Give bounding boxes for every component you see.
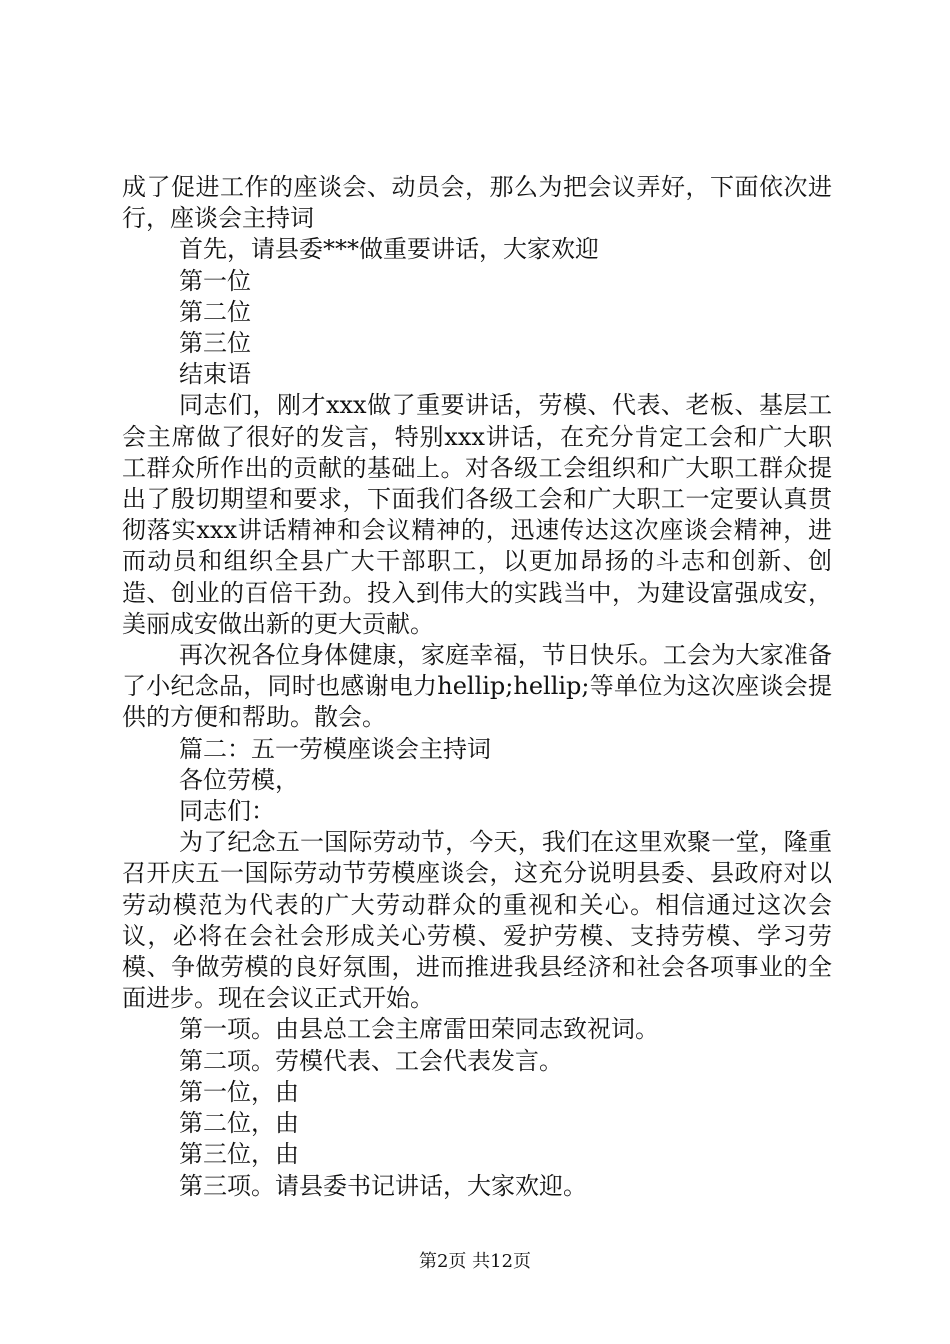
paragraph: 第二位，由 — [179, 1109, 299, 1138]
paragraph: 各位劳模， — [179, 765, 299, 794]
paragraph: 为了纪念五一国际劳动节，今天，我们在这里欢聚一堂，隆重召开庆五一国际劳动节劳模座谈会，这充分说明县委、县政府对以劳动模范为代表的广大劳动群众的重视和关心。相信通过这次会议，必将在会社会形成关心劳模、爱护劳模、支持劳模、学习劳模、争做劳模的良好氛围，进而推进我县经济和社会各项事业的全面进步。现在会议正式开始。 — [122, 828, 832, 1013]
paragraph: 第三位 — [179, 329, 251, 358]
paragraph: 结束语 — [179, 360, 251, 389]
paragraph: 第一项。由县总工会主席雷田荣同志致祝词。 — [179, 1015, 659, 1044]
paragraph: 同志们： — [179, 797, 275, 826]
paragraph: 成了促进工作的座谈会、动员会，那么为把会议弄好，下面依次进行，座谈会主持词 — [122, 173, 832, 233]
paragraph: 第三位，由 — [179, 1140, 299, 1169]
paragraph: 同志们，刚才xxx做了重要讲话，劳模、代表、老板、基层工会主席做了很好的发言，特别xxx讲话，在充分肯定工会和广大职工群众所作出的贡献的基础上。对各级工会组织和广大职工群众提出了殷切期望和要求，下面我们各级工会和广大职工一定要认真贯彻落实xxx讲话精神和会议精神的，迅速传达这次座谈会精神，进而动员和组织全县广大干部职工，以更加昂扬的斗志和创新、创造、创业的百倍干劲。投入到伟大的实践当中，为建设富强成安，美丽成安做出新的更大贡献。 — [122, 391, 832, 638]
paragraph: 第一位，由 — [179, 1077, 299, 1106]
page-number: 第2页 共12页 — [418, 1251, 532, 1272]
section-heading: 篇二：五一劳模座谈会主持词 — [179, 734, 491, 763]
document-body — [122, 172, 832, 1202]
paragraph: 第三项。请县委书记讲话，大家欢迎。 — [179, 1171, 587, 1200]
paragraph: 首先，请县委***做重要讲话，大家欢迎 — [179, 235, 599, 264]
paragraph: 第一位 — [179, 266, 251, 295]
paragraph: 第二位 — [179, 297, 251, 326]
paragraph: 第二项。劳模代表、工会代表发言。 — [179, 1046, 563, 1075]
paragraph: 再次祝各位身体健康，家庭幸福，节日快乐。工会为大家准备了小纪念品，同时也感谢电力hellip;hellip;等单位为这次座谈会提供的方便和帮助。散会。 — [122, 641, 832, 732]
